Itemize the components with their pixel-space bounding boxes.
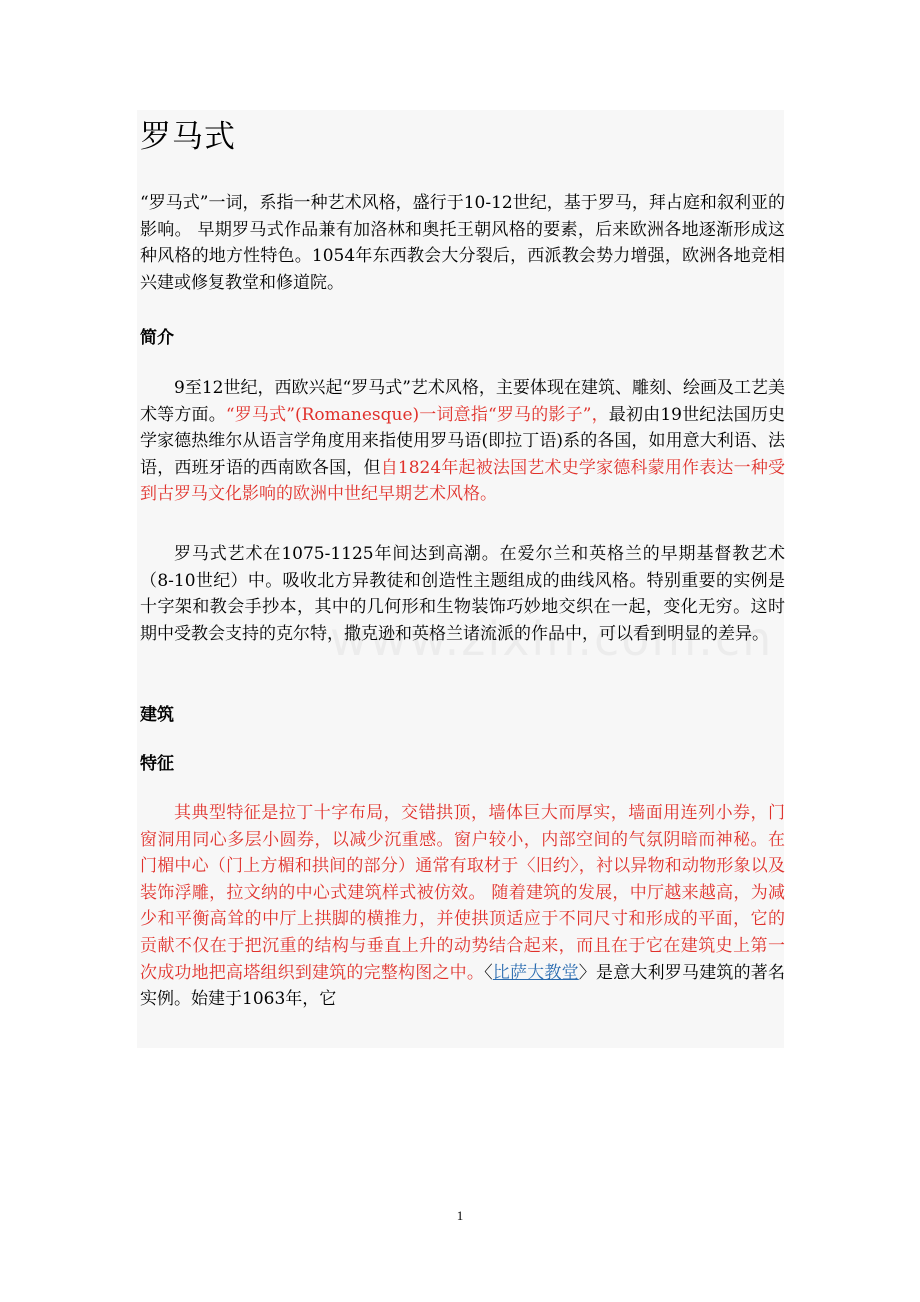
section-heading-features: 特征: [140, 754, 174, 774]
p3-text: 是意大利罗马建筑的著名实例。始建于1063年，它: [140, 962, 786, 1010]
page-number: 1: [456, 1208, 464, 1223]
bracket-open: 〈: [484, 962, 493, 983]
p1-text-1: 9至12世纪，西欧兴起“罗马式”艺术风格，主要体现在建筑、雕刻、绘画及工艺美术等方面。: [140, 378, 785, 425]
section-heading-architecture: 建筑: [140, 705, 174, 725]
p1-text-2: 最初由19世纪法国历史学家德热维尔从语言学角度用来指使用罗马语(即拉丁语)系的各国，如用意大利语、法语，西班牙语的西南欧各国，但: [140, 404, 785, 478]
pisa-cathedral-link[interactable]: 比萨大教堂: [492, 962, 579, 983]
section-heading-intro: 简介: [140, 328, 174, 348]
intro-paragraph: “罗马式”一词，系指一种艺术风格，盛行于10-12世纪，基于罗马，拜占庭和叙利亚的影响。 早期罗马式作品兼有加洛林和奥托王朝风格的要素，后来欧洲各地逐渐形成这种风格的地方性特色。1054年东西教会大分裂后，西派教会势力增强，欧洲各地竞相兴建或修复教堂和修道院。: [140, 193, 785, 293]
p1-red-text-romanesque: “罗马式”(Romanesque)一词意指“罗马的影子”，: [225, 404, 609, 425]
features-paragraph: [140, 800, 785, 1013]
history-paragraph: 罗马式艺术在1075-1125年间达到高潮。在爱尔兰和英格兰的早期基督教艺术（8-10世纪）中。吸收北方异教徒和创造性主题组成的曲线风格。特别重要的实例是十字架和教会手抄本，其中的几何形和生物装饰巧妙地交织在一起，变化无穷。这时期中受教会支持的克尔特，撒克逊和英格兰诸流派的作品中，可以看到明显的差异。: [140, 544, 785, 644]
intro-body-paragraph: [140, 375, 785, 508]
bracket-close: 〉: [578, 962, 596, 983]
p3-red-text: 其典型特征是拉丁十字布局，交错拱顶，墙体巨大而厚实，墙面用连列小券，门窗洞用同心多层小圆券，以减少沉重感。窗户较小，内部空间的气氛阴暗而神秘。在门楣中心（门上方楣和拱间的部分）通常有取材于〈旧约〉，衬以异物和动物形象以及装饰浮雕，拉文纳的中心式建筑样式被仿效。 随着建筑的发展，中厅越来越高，为减少和平衡高耸的中厅上拱脚的横推力，并使拱顶适应于不同尺寸和形成的平面，它的贡献不仅在于把沉重的结构与垂直上升的动势结合起来，而且在于它在建筑史上第一次成功地把高塔组织到建筑的完整构图之中。: [140, 803, 785, 983]
page-title: 罗马式: [140, 119, 236, 155]
p1-red-text-1824: 自1824年起被法国艺术史学家德科蒙用作表达一种受到古罗马文化影响的欧洲中世纪早期艺术风格。: [140, 457, 786, 505]
